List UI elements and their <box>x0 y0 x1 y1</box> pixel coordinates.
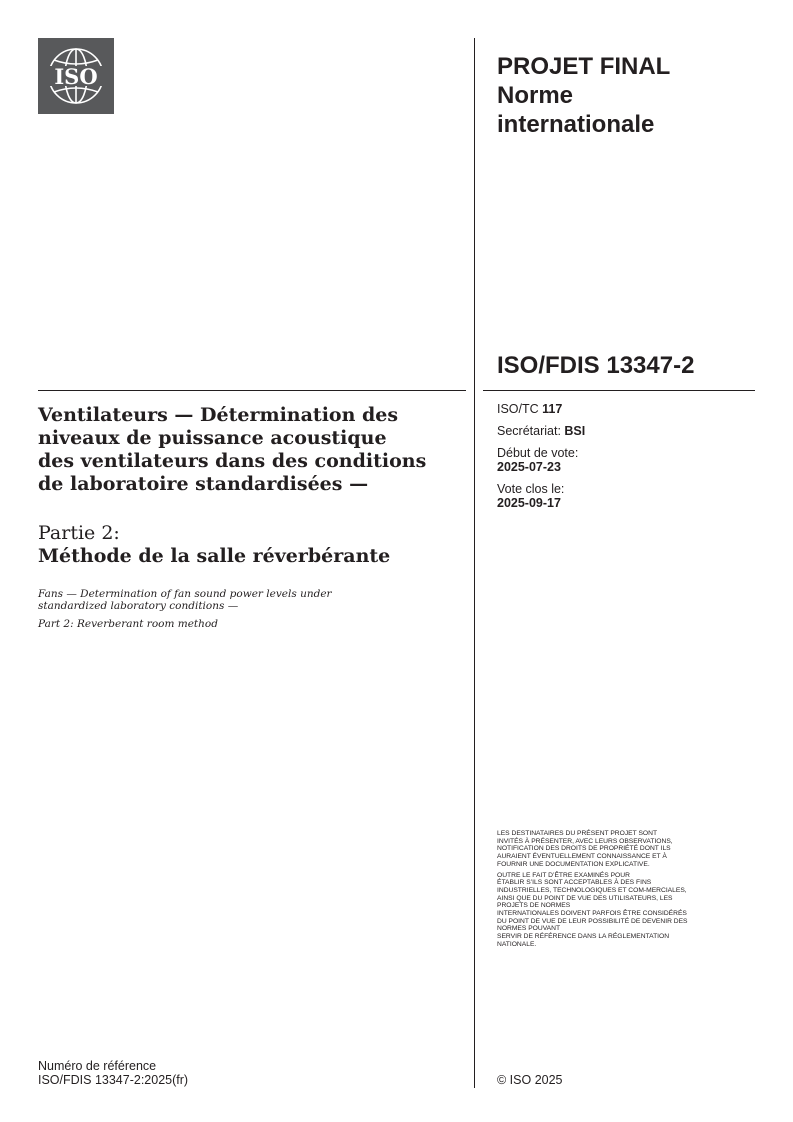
reference-label: Numéro de référence <box>38 1059 157 1073</box>
secretariat-value: BSI <box>564 424 586 438</box>
part-label: Partie 2: <box>38 522 120 544</box>
document-status <box>497 52 670 139</box>
logo-text: ISO <box>54 64 98 89</box>
notice-paragraph-2: OUTRE LE FAIT D’ÊTRE EXAMINÉS POUR ÉTABLIR S’ILS SONT ACCEPTABLES À DES FINS INDUSTRIELLES, TECHNOLOGIQUES ET COM-MERCIALES, AINSI QUE DU POINT DE VUE DES UTILISATEURS, LES PROJETS DE NORMES INTERNATIONALES DOIVENT PARFOIS ÊTRE CONSIDÉRÉS DU POINT DE VUE DE LEUR POSSIBILITÉ DE DEVENIR DES NORMES POUVANT SERVIR DE RÉFÉRENCE DANS LA RÉGLEMENTATION NATIONALE. <box>497 871 688 948</box>
status-line-1: PROJET FINAL <box>497 53 671 80</box>
main-title-line: de laboratoire standardisées — <box>38 473 369 495</box>
part-title: Méthode de la salle réverbérante <box>38 545 391 567</box>
vote-start-row <box>497 446 585 474</box>
english-title-line-1: Fans — Determination of fan sound power levels under <box>38 588 332 600</box>
tc-label: ISO/TC <box>497 402 539 416</box>
recipient-notice <box>497 830 755 952</box>
secretariat-label: Secrétariat: <box>497 424 561 438</box>
document-number: ISO/FDIS 13347-2 <box>497 352 695 379</box>
iso-logo <box>38 38 114 114</box>
right-horizontal-rule <box>483 390 755 391</box>
vote-end-label: Vote clos le: <box>497 482 565 496</box>
reference-number <box>38 1059 188 1087</box>
copyright: © ISO 2025 <box>497 1073 563 1087</box>
main-title-line: niveaux de puissance acoustique <box>38 427 387 449</box>
vote-start-value: 2025-07-23 <box>497 460 561 474</box>
vertical-divider <box>474 38 475 1088</box>
main-title-line: des ventilateurs dans des conditions <box>38 450 427 472</box>
vote-end-row <box>497 482 585 510</box>
globe-icon <box>38 38 114 114</box>
reference-value: ISO/FDIS 13347-2:2025(fr) <box>38 1073 189 1087</box>
main-title-line: Ventilateurs — Détermination des <box>38 404 399 426</box>
tc-row <box>497 402 585 416</box>
english-part-title: Part 2: Reverberant room method <box>38 618 218 630</box>
status-line-3: internationale <box>497 111 655 138</box>
vote-end-value: 2025-09-17 <box>497 496 561 510</box>
notice-paragraph-1: LES DESTINATAIRES DU PRÉSENT PROJET SONT INVITÉS À PRÉSENTER, AVEC LEURS OBSERVATIONS, NOTIFICATION DES DROITS DE PROPRIÉTÉ DONT ILS AURAIENT ÉVENTUELLEMENT CONNAISSANCE ET À FOURNIR UNE DOCUMENTATION EXPLICATIVE. <box>497 830 673 868</box>
document-metadata <box>497 402 585 518</box>
main-title <box>38 404 458 496</box>
english-title-line-2: standardized laboratory conditions — <box>38 600 239 612</box>
english-title <box>38 588 332 630</box>
secretariat-row <box>497 424 585 438</box>
status-line-2: Norme <box>497 82 574 109</box>
tc-value: 117 <box>542 402 563 416</box>
vote-start-label: Début de vote: <box>497 446 579 460</box>
left-horizontal-rule <box>38 390 466 391</box>
